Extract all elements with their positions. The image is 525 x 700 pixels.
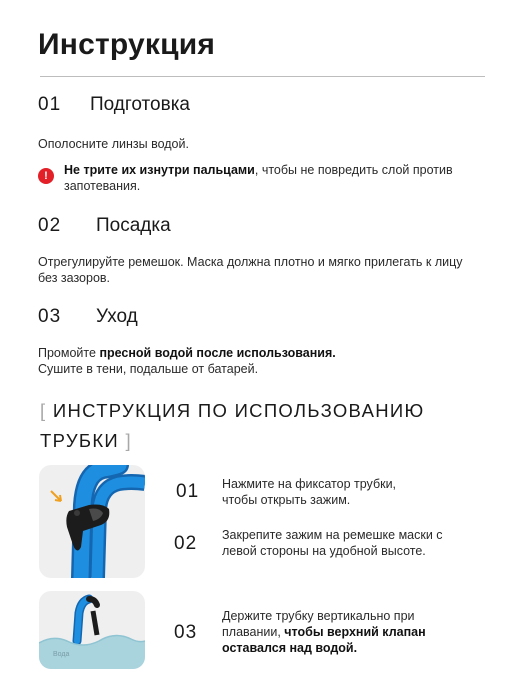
- snorkel-clip-icon: [39, 465, 145, 578]
- care-text-bold: пресной водой после использования.: [99, 346, 336, 360]
- title-divider: [40, 76, 485, 77]
- snorkel-clip-illustration: [39, 465, 145, 578]
- step-number-1: 01: [176, 481, 200, 502]
- water-label: Вода: [53, 651, 70, 658]
- step-text-3: [222, 608, 442, 656]
- snorkel-water-illustration: [39, 591, 145, 669]
- snorkel-heading-text: ИНСТРУКЦИЯ ПО ИСПОЛЬЗОВАНИЮ ТРУБКИ: [40, 400, 425, 451]
- section-text-preparation: Ополосните линзы водой.: [38, 137, 189, 151]
- section-number: 03: [38, 306, 62, 327]
- exclamation-circle-icon: !: [38, 168, 54, 184]
- section-text-care: [38, 345, 478, 377]
- step-3-text-bold: чтобы верхний клапан оставался над водой.: [222, 625, 426, 655]
- care-text-pre: Промойте: [38, 346, 100, 360]
- section-heading-preparation: [38, 94, 190, 116]
- bracket-close: ]: [125, 430, 132, 451]
- warning-rest: , чтобы не повредить слой против запотевания.: [64, 163, 453, 193]
- section-title: Подготовка: [90, 94, 191, 115]
- section-number: 02: [38, 215, 62, 236]
- warning-text: [64, 162, 478, 194]
- snorkel-heading: [40, 396, 460, 456]
- page-title: Инструкция: [38, 28, 216, 61]
- step-text-1: Нажмите на фиксатор трубки, чтобы открыть зажим.: [222, 477, 397, 507]
- section-title: Посадка: [96, 215, 171, 236]
- section-title: Уход: [96, 306, 138, 327]
- step-3-text-pre: Держите трубку вертикально при плавании,: [222, 609, 415, 639]
- step-number-2: 02: [174, 533, 198, 554]
- warning-bold: Не трите их изнутри пальцами: [64, 163, 255, 177]
- step-number-3: 03: [174, 622, 198, 643]
- warning-note: [38, 162, 478, 194]
- section-heading-care: [38, 306, 138, 328]
- step-text-2: Закрепите зажим на ремешке маски с левой стороны на удобной высоте.: [222, 528, 443, 558]
- section-number: 01: [38, 94, 62, 115]
- care-text-line2: Сушите в тени, подальше от батарей.: [38, 362, 259, 376]
- section-text-fit: Отрегулируйте ремешок. Маска должна плотно и мягко прилегать к лицу без зазоров.: [38, 255, 463, 285]
- section-heading-fit: [38, 215, 171, 237]
- bracket-open: [: [40, 400, 47, 421]
